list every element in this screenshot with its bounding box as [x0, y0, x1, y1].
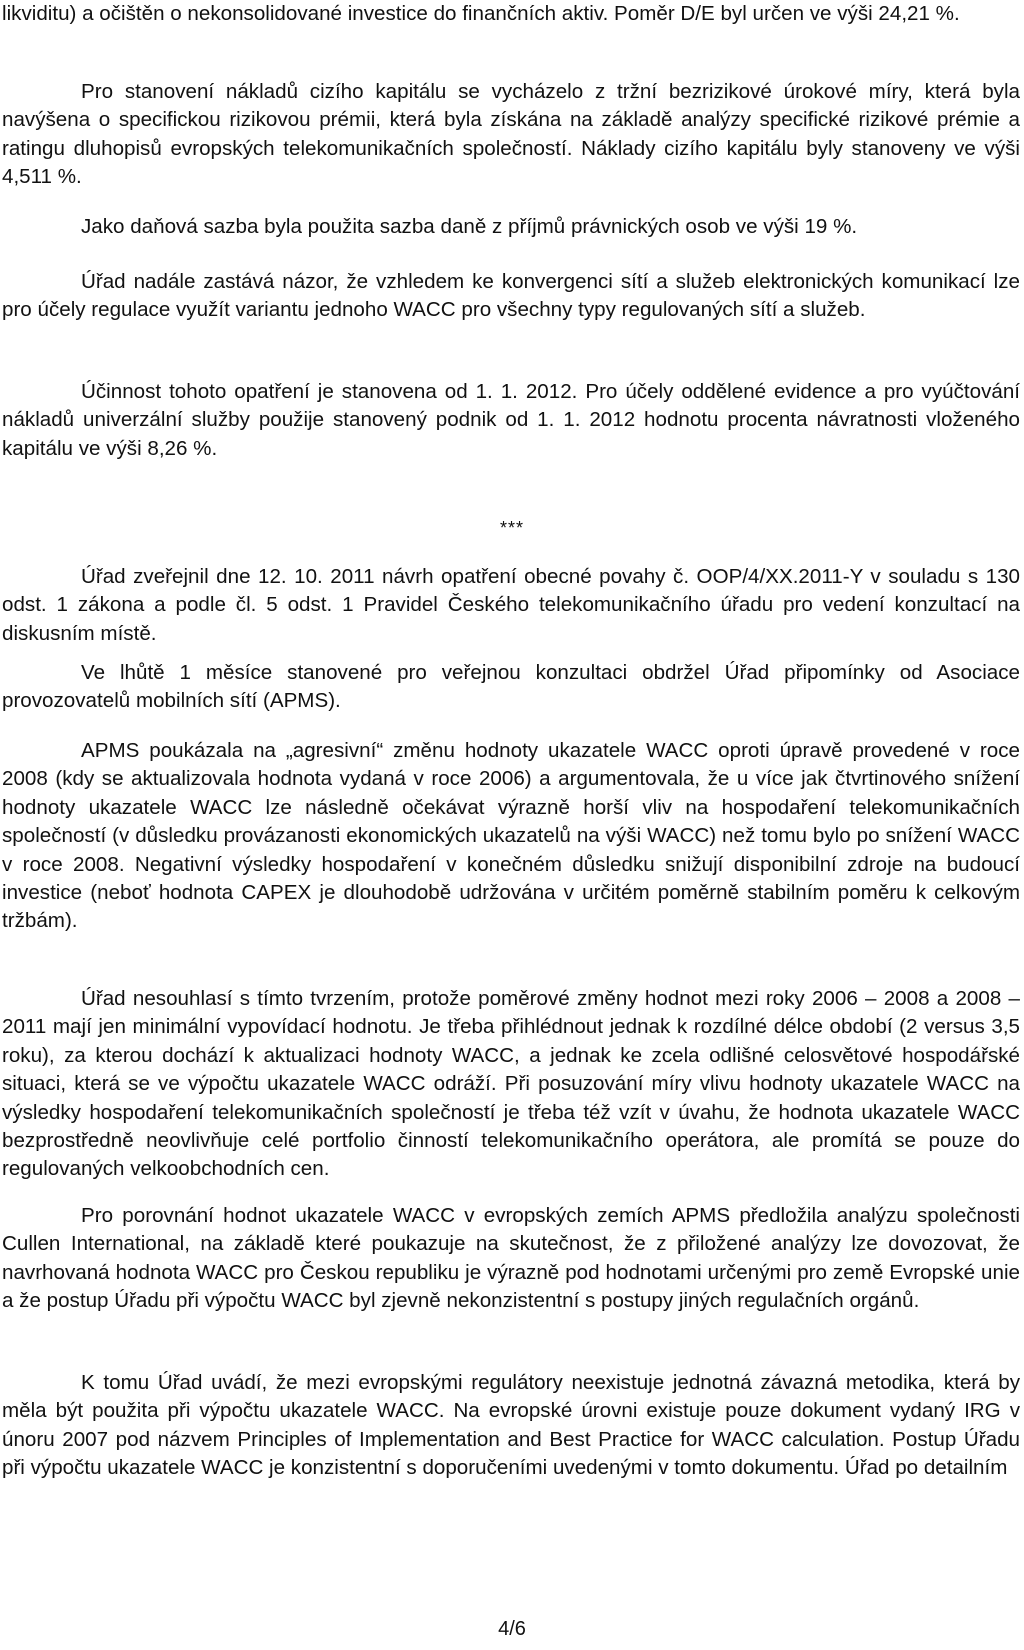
paragraph-consultation-publication: Úřad zveřejnil dne 12. 10. 2011 návrh opatření obecné povahy č. OOP/4/XX.2011-Y v souladu s 130 odst. 1 zákona a podle čl. 5 odst. 1 Pravidel Českého telekomunikačního úřadu pro vedení konzultací na diskusním místě. — [2, 565, 1020, 645]
paragraph-office-response: Úřad nesouhlasí s tímto tvrzením, protože poměrové změny hodnot mezi roky 2006 – 2008 a 2008 – 2011 mají jen minimální vypovídací hodnotu. Je třeba přihlédnout jednak k rozdílné délce období (2 versus 3,5 roku), za kterou dochází k aktualizaci hodnoty WACC, a jednak ke zcela odlišné celosvětové hospodářské situaci, která se ve výpočtu ukazatele WACC odráží. Při posuzování míry vlivu hodnoty ukazatele WACC na výsledky hospodaření telekomunikačních společností je třeba též vzít v úvahu, že hodnota ukazatele WACC bezprostředně neovlivňuje celé portfolio činností telekomunikačního operátora, ale promítá se pouze do regulovaných velkoobchodních cen. — [2, 987, 1020, 1181]
section-separator: *** — [499, 518, 524, 538]
paragraph-irg-methodology: K tomu Úřad uvádí, že mezi evropskými regulátory neexistuje jednotná závazná metodika, která by měla být použita při výpočtu ukazatele WACC. Na evropské úrovni existuje pouze dokument vydaný IRG v únoru 2007 pod názvem Principles of Implementation and Best Practice for WACC calculation. Postup Úřadu při výpočtu ukazatele WACC je konzistentní s doporučeními uvedenými v tomto dokumentu. Úřad po detailním — [2, 1371, 1020, 1480]
paragraph-comments-received: Ve lhůtě 1 měsíce stanovené pro veřejnou konzultaci obdržel Úřad připomínky od Asociace provozovatelů mobilních sítí (APMS). — [2, 661, 1020, 713]
paragraph-european-comparison: Pro porovnání hodnot ukazatele WACC v evropských zemích APMS předložila analýzu společnosti Cullen International, na základě které poukazuje na skutečnost, že z přiložené analýzy lze dovozovat, že navrhovaná hodnota WACC pro Českou republiku je výrazně pod hodnotami určenými pro země Evropské unie a že postup Úřadu při výpočtu WACC byl zjevně nekonzistentní s postupy jiných regulačních orgánů. — [2, 1204, 1020, 1313]
paragraph-tax-rate: Jako daňová sazba byla použita sazba daně z příjmů právnických osob ve výši 19 %. — [81, 215, 858, 238]
paragraph-debt-equity-ratio: likviditu) a očištěn o nekonsolidované investice do finančních aktiv. Poměr D/E byl určen ve výši 24,21 %. — [2, 2, 960, 25]
paragraph-effective-date: Účinnost tohoto opatření je stanovena od 1. 1. 2012. Pro účely oddělené evidence a pro vyúčtování nákladů univerzální služby použije stanovený podnik od 1. 1. 2012 hodnotu procenta návratnosti vloženého kapitálu ve výši 8,26 %. — [2, 380, 1020, 460]
paragraph-cost-of-debt: Pro stanovení nákladů cizího kapitálu se vycházelo z tržní bezrizikové úrokové míry, která byla navýšena o specifickou rizikovou prémii, která byla získána na základě analýzy specifické rizikové prémie a ratingu dluhopisů evropských telekomunikačních společností. Náklady cizího kapitálu byly stanoveny ve výši 4,511 %. — [2, 80, 1020, 189]
paragraph-single-wacc: Úřad nadále zastává názor, že vzhledem ke konvergenci sítí a služeb elektronických komunikací lze pro účely regulace využít variantu jednoho WACC pro všechny typy regulovaných sítí a služeb. — [2, 270, 1020, 322]
paragraph-apms-argument: APMS poukázala na „agresivní“ změnu hodnoty ukazatele WACC oproti úpravě provedené v roce 2008 (kdy se aktualizovala hodnota vydaná v roce 2006) a argumentovala, že u více jak čtvrtinového snížení hodnoty ukazatele WACC lze následně očekávat výrazně horší vliv na hospodaření telekomunikačních společností (v důsledku provázanosti ekonomických ukazatelů na výši WACC) než tomu bylo po snížení WACC v roce 2008. Negativní výsledky hospodaření v konečném důsledku snižují disponibilní zdroje na budoucí investice (neboť hodnota CAPEX je dlouhodobě udržována v určitém poměrně stabilním poměru k celkovým tržbám). — [2, 739, 1020, 933]
page-number: 4/6 — [498, 1618, 526, 1640]
